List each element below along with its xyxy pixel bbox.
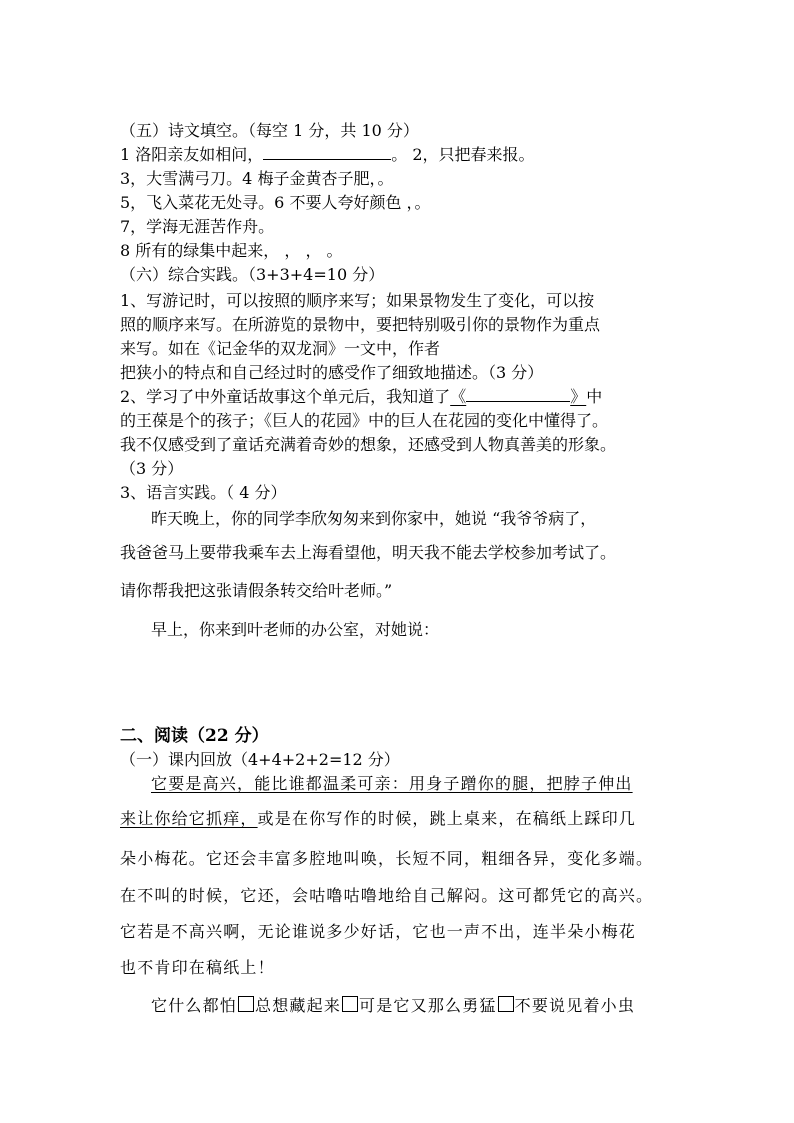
question-2-text-end: 中	[586, 387, 603, 406]
poem-line-1-end: 。 2，只把春来报。	[391, 145, 535, 164]
question-2-line: 的王葆是个的孩子；《巨人的花园》中的巨人在花园的变化中懂得了。	[120, 411, 609, 430]
passage-line: 在不叫的时候，它还，会咕噜咕噜地给自己解闷。这可都凭它的高兴。	[120, 886, 654, 905]
scenario-line: 我爸爸马上要带我乘车去上海看望他，明天我不能去学校参加考试了。	[120, 543, 617, 562]
question-2-text: 2、学习了中外童话故事这个单元后，我知道了	[120, 387, 451, 406]
passage-underlined-phrase: 来让你给它抓痒，	[120, 809, 258, 828]
passage-text: 它什么都怕	[151, 996, 238, 1015]
scenario-prompt: 早上，你来到叶老师的办公室，对她说：	[151, 620, 440, 639]
poem-line-3: 5，飞入菜花无处寻。6 不要人夸好颜色 ，。	[120, 193, 431, 212]
book-title-close: 》	[570, 387, 587, 406]
scenario-line: 昨天晚上，你的同学李欣匆匆来到你家中，她说 “我爷爷病了，	[151, 509, 597, 528]
question-3-heading: 3、语言实践。（ 4 分）	[120, 483, 287, 502]
punctuation-box	[238, 996, 254, 1012]
question-1-line: 照的顺序来写。在所游览的景物中，要把特别吸引你的景物作为重点	[120, 315, 601, 334]
passage-line: 它若是不高兴啊，无论谁说多少好话，它也一声不出，连半朵小梅花	[120, 922, 637, 941]
answer-blank	[263, 145, 391, 160]
passage-line	[120, 809, 636, 829]
question-1-line: 把狭小的特点和自己经过时的感受作了细致地描述。（3 分）	[120, 363, 544, 382]
poem-line-2: 3，大雪满弓刀。4 梅子金黄杏子肥，。	[120, 169, 394, 188]
punctuation-box	[498, 996, 514, 1012]
question-1-line: 来写。如在《记金华的双龙洞》一文中，作者	[120, 339, 441, 358]
passage-text: 或是在你写作的时候，跳上桌来，在稿纸上踩印几	[257, 809, 637, 828]
question-1-line: 1、写游记时，可以按照的顺序来写；如果景物发生了变化，可以按	[120, 291, 595, 310]
poem-line-5: 8 所有的绿集中起来， ， ， 。	[120, 241, 343, 260]
punctuation-box	[342, 996, 358, 1012]
reading-subheading: （一）课内回放（4+4+2+2=12 分）	[120, 750, 400, 769]
passage-text: 总想藏起来	[255, 996, 342, 1015]
passage-line: 朵小梅花。它还会丰富多腔地叫唤，长短不同，粗细各异，变化多端。	[120, 849, 654, 868]
reading-heading: 二、阅读（22 分）	[120, 726, 269, 746]
section-5-heading: （五）诗文填空。（每空 1 分，共 10 分）	[120, 121, 419, 140]
question-2-line: 我不仅感受到了童话充满着奇妙的想象，还感受到人物真善美的形象。	[120, 435, 617, 454]
passage-text: 可是它又那么勇猛	[359, 996, 497, 1015]
poem-line-1-start: 1 洛阳亲友如相问，	[120, 145, 264, 164]
question-2-line	[120, 387, 602, 407]
poem-line-4: 7，学海无涯苦作舟。	[120, 217, 275, 236]
passage-text: 不要说见着小虫	[514, 996, 636, 1015]
scenario-line: 请你帮我把这张请假条转交给叶老师。”	[120, 581, 393, 600]
section-6-heading: （六）综合实践。（3+3+4=10 分）	[120, 265, 385, 284]
answer-blank	[466, 387, 570, 402]
question-2-score: （3 分）	[120, 459, 184, 478]
book-title-open: 《	[450, 387, 467, 406]
punctuation-question-line	[151, 996, 635, 1016]
passage-line-underlined: 它要是高兴，能比谁都温柔可亲：用身子蹭你的腿，把脖子伸出	[151, 774, 633, 793]
poem-line-1	[120, 145, 535, 165]
passage-line: 也不肯印在稿纸上！	[120, 958, 275, 977]
